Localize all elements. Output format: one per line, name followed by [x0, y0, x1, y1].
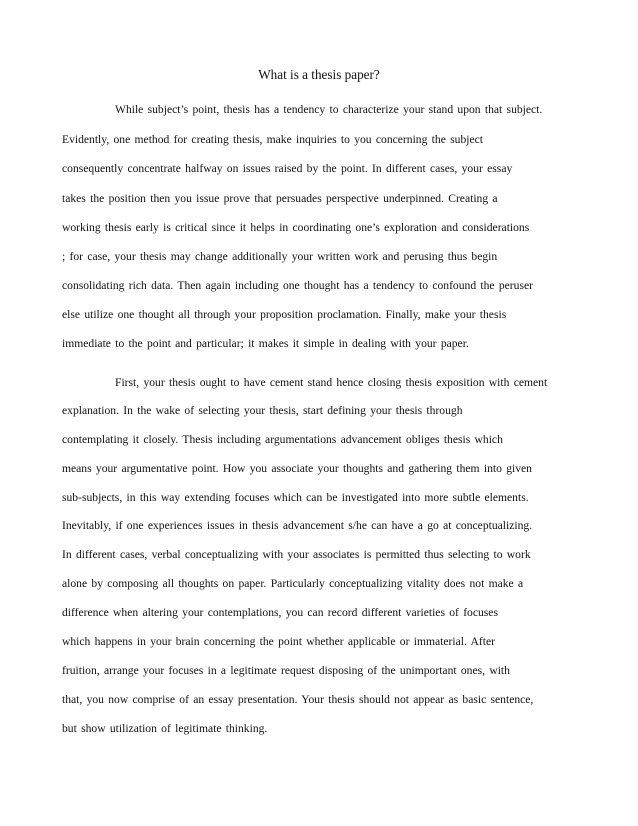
paragraph-line: sub-subjects, in this way extending focuses which can be investigated into more subtle elements.	[62, 491, 529, 504]
paragraph-line: takes the position then you issue prove that persuades perspective underpinned. Creating a	[62, 192, 498, 205]
paragraph-line: contemplating it closely. Thesis including argumentations advancement obliges thesis which	[62, 433, 503, 446]
paragraph-line: explanation. In the wake of selecting your thesis, start defining your thesis through	[62, 404, 463, 417]
paragraph-line: Inevitably, if one experiences issues in thesis advancement s/he can have a go at conceptualizing.	[62, 519, 533, 532]
paragraph-line: ; for case, your thesis may change additionally your written work and perusing thus begin	[62, 250, 498, 263]
paragraph-line: difference when altering your contemplations, you can record different varieties of focuses	[62, 606, 498, 619]
paragraph-line: First, your thesis ought to have cement stand hence closing thesis exposition with cement	[115, 376, 548, 389]
paragraph-line: that, you now comprise of an essay presentation. Your thesis should not appear as basic sentence,	[62, 693, 534, 706]
paragraph-line: but show utilization of legitimate thinking.	[62, 722, 268, 735]
paragraph-line: alone by composing all thoughts on paper. Particularly conceptualizing vitality does not make a	[62, 577, 524, 590]
paragraph-line: else utilize one thought all through your proposition proclamation. Finally, make your thesis	[62, 308, 507, 321]
paragraph-line: immediate to the point and particular; it makes it simple in dealing with your paper.	[62, 337, 469, 350]
paragraph-line: consolidating rich data. Then again including one thought has a tendency to confound the peruser	[62, 279, 533, 292]
paragraph-line: While subject’s point, thesis has a tendency to characterize your stand upon that subject.	[115, 103, 543, 116]
paragraph-line: which happens in your brain concerning the point whether applicable or immaterial. After	[62, 635, 495, 648]
paragraph-line: working thesis early is critical since it helps in coordinating one’s exploration and considerations	[62, 221, 530, 234]
paragraph-line: Evidently, one method for creating thesis, make inquiries to you concerning the subject	[62, 133, 483, 146]
paragraph-line: In different cases, verbal conceptualizing with your associates is permitted thus selecting to work	[62, 548, 531, 561]
paragraph-line: consequently concentrate halfway on issues raised by the point. In different cases, your essay	[62, 162, 513, 175]
paragraph-line: fruition, arrange your focuses in a legitimate request disposing of the unimportant ones, with	[62, 664, 510, 677]
paragraph-line: means your argumentative point. How you associate your thoughts and gathering them into given	[62, 462, 532, 475]
page-title: What is a thesis paper?	[258, 67, 380, 82]
